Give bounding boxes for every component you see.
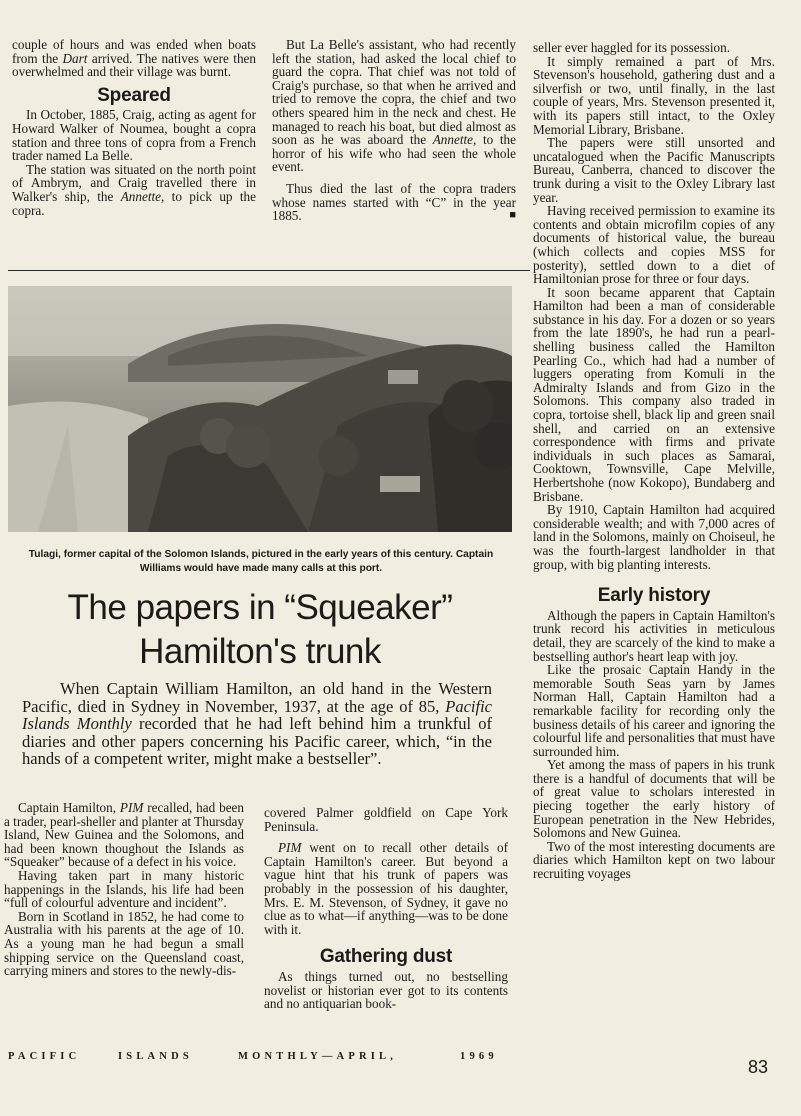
subheading-speared: Speared bbox=[97, 84, 171, 106]
article-headline bbox=[10, 586, 510, 674]
footer-word: 1969 bbox=[460, 1051, 498, 1062]
paragraph: couple of hours and was ended when boats from the Dart arrived. The natives were then overwhelmed and their village was burnt. bbox=[12, 37, 256, 80]
paragraph: PIM went on to recall other details of Captain Hamilton's career. But beyond a vague hint that his trunk of papers was probably in the possession of his daughter, Mrs. E. M. Stevenson, of Sydney, it gave no clue as to what—if anything—was to be done with it. bbox=[264, 840, 509, 937]
headline-line-2: Hamilton's trunk bbox=[139, 632, 381, 671]
paragraph: Having received permission to examine its contents and obtain microfilm copies of any documents of historical value, the bureau (which collects and copies MSS for posterity), settled down to a diet of Hamiltonian prose for three or four days. bbox=[533, 203, 775, 287]
paragraph: It soon became apparent that Captain Hamilton had been a man of considerable substance in his day. For a dozen or so years from the late 1890's, he had run a pearl-shelling business called the Hamilton Pearling Co., which had had a number of luggers operating from Komuli in the Admiralty Islands and from Gizo in the Solomons. This company also traded in copra, tortoise shell, black lip and green snail shell, and carried on an extensive correspondence with firms and private individuals in such places as Samarai, Cooktown, Townsville, Cape Melville, Herbertshohe (now Kokopo), Bundaberg and Brisbane. bbox=[533, 284, 775, 504]
paragraph: Born in Scotland in 1852, he had come to Australia with his parents at the age of 10. As a young man he had begun a small shipping service on the Queensland coast, carrying miners and stores to the newly-dis- bbox=[4, 908, 244, 979]
page-footer bbox=[8, 1051, 528, 1065]
paragraph: By 1910, Captain Hamilton had acquired considerable wealth; and with 7,000 acres of land in the Solomons, mainly on Choiseul, he was the fourth-largest landholder in that group, with big planting interests. bbox=[533, 502, 775, 572]
page-number: 83 bbox=[748, 1057, 769, 1077]
paragraph: seller ever haggled for its possession. bbox=[533, 40, 731, 55]
column-b bbox=[272, 38, 516, 223]
end-mark: ■ bbox=[509, 209, 516, 222]
column-e bbox=[264, 806, 508, 1011]
paragraph: But La Belle's assistant, who had recently left the station, had asked the local chief to guard the copra. That chief was not told of Craig's purchase, so that when he arrived and tried to remove the copra, the chief and two others speared him in the neck and chest. He managed to reach his boat, but died almost as soon as he was aboard the Annette, to the horror of his wife who had seen the whole event. bbox=[272, 37, 517, 175]
paragraph: Yet among the mass of papers in his trunk there is a handful of documents that will be of great value to scholars interested in piecing together the early history of European penetration in the New Hebrides, Solomons and New Guinea. bbox=[533, 757, 775, 841]
paragraph: Like the prosaic Captain Handy in the memorable South Seas yarn by James Norman Hall, Captain Hamilton had a remarkable facility for recording only the business details of his career and ignoring the colourful life and personalities that must have surrounded him. bbox=[533, 662, 775, 759]
footer-word: ISLANDS bbox=[118, 1051, 193, 1062]
photo-caption: Tulagi, former capital of the Solomon Islands, pictured in the early years of this century. Captain Williams would have made many calls at this port. bbox=[28, 549, 494, 574]
column-c bbox=[533, 41, 775, 881]
paragraph: The papers were still unsorted and uncatalogued when the Pacific Manuscripts Bureau, Canberra, chanced to discover the trunk during a visit to the Oxley Library last year. bbox=[533, 135, 775, 205]
paragraph: Two of the most interesting documents are diaries which Hamilton kept on two labour recruiting voyages bbox=[533, 838, 775, 882]
photo-tulagi bbox=[8, 286, 512, 532]
footer-word: PACIFIC bbox=[8, 1051, 81, 1062]
paragraph: Thus died the last of the copra traders whose names started with “C” in the year 1885. ■ bbox=[272, 180, 516, 224]
harbour-photo-illustration bbox=[8, 286, 512, 532]
paragraph: The station was situated on the north point of Ambrym, and Craig travelled there in Walker's ship, the Annette, to pick up the copra. bbox=[12, 161, 256, 218]
column-d bbox=[4, 801, 244, 978]
paragraph: As things turned out, no bestselling novelist or historian ever got to its contents and no antiquarian book- bbox=[264, 968, 508, 1012]
column-a bbox=[12, 38, 256, 217]
subheading-gathering-dust: Gathering dust bbox=[319, 946, 453, 968]
paragraph: Having taken part in many historic happenings in the Islands, his life had been “full of colourful adventure and incident”. bbox=[4, 867, 244, 911]
subheading-early-history: Early history bbox=[597, 585, 711, 607]
divider-rule bbox=[8, 270, 530, 271]
paragraph: covered Palmer goldfield on Cape York Peninsula. bbox=[264, 805, 508, 834]
paragraph: Captain Hamilton, PIM recalled, had been a trader, pearl-sheller and planter at Thursday Island, New Guinea and the Solomons, and had been known thoughout the Islands as “Squeaker” because of a defect in his voice. bbox=[4, 800, 244, 870]
paragraph: In October, 1885, Craig, acting as agent for Howard Walker of Noumea, bought a copra station and three tons of copra from a French trader named La Belle. bbox=[12, 107, 256, 164]
headline-line-1: The papers in “Squeaker” bbox=[67, 588, 453, 627]
footer-word: MONTHLY—APRIL, bbox=[238, 1051, 398, 1062]
paragraph: It simply remained a part of Mrs. Stevenson's household, gathering dust and a silverfish or two, until finally, in the last couple of years, Mrs. Stevenson presented it, with its papers still intact, to the Oxley Memorial Library, Brisbane. bbox=[533, 53, 775, 137]
intro-paragraph: When Captain William Hamilton, an old hand in the Western Pacific, died in Sydney in November, 1937, at the age of 85, Pacific Islands Monthly recorded that he had left behind him a trunkful of diaries and other papers concerning his Pacific career, which, “in the hands of a competent writer, might make a bestseller”. bbox=[22, 679, 493, 768]
paragraph: Although the papers in Captain Hamilton's trunk record his activities in meticulous detail, they are scarcely of the kind to make a bestselling author's heart leap with joy. bbox=[533, 607, 775, 664]
